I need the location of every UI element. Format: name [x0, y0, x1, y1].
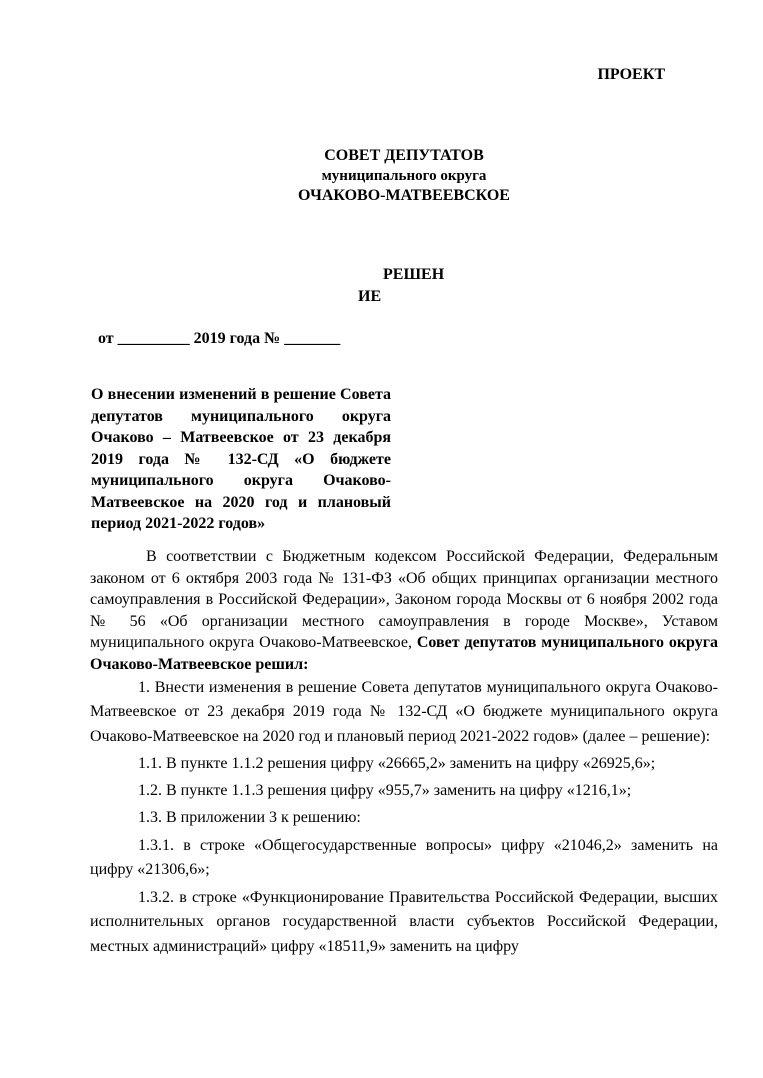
item-1-2: 1.2. В пункте 1.1.3 решения цифру «955,7» заменить на цифру «1216,1»;	[138, 782, 632, 800]
preamble-text: В соответствии с Бюджетным кодексом Российской Федерации, Федеральным законом от 6 октября 2003 года № 131-ФЗ «Об общих принципах организации местного самоуправления в Российской Федерации», Законом города Москвы от 6 ноября 2002 года № 56 «Об организации местного самоуправления в городе Москве», Уставом муниципального округа Очаково-Матвеевское,	[90, 548, 718, 652]
council-name: СОВЕТ ДЕПУТАТОВ	[324, 147, 484, 164]
preamble-paragraph	[90, 546, 718, 676]
preamble-resolution: Совет депутатов муниципального округа Очаково-Матвеевское решил:	[90, 634, 719, 673]
council-subtitle: муниципального округа	[321, 168, 487, 184]
decision-subject: О внесении изменений в решение Совета депутатов муниципального округа Очаково – Матвеевское от 23 декабря 2019 года № 132-СД «О бюджете муниципального округа Очаково-Матвеевское на 2020 год и плановый период 2021-2022 годов»	[91, 386, 391, 532]
district-name: ОЧАКОВО-МАТВЕЕВСКОЕ	[298, 187, 510, 204]
item-1-1: 1.1. В пункте 1.1.2 решения цифру «26665,2» заменить на цифру «26925,6»;	[138, 754, 656, 772]
document-body	[90, 546, 718, 959]
item-1-3-1: 1.3.1. в строке «Общегосударственные вопросы» цифру «21046,2» заменить на цифру «21306,6»;	[90, 836, 718, 879]
item-1: 1. Внести изменения в решение Совета депутатов муниципального округа Очаково-Матвеевское от 23 декабря 2019 года № 132-СД «О бюджете муниципального округа Очаково-Матвеевское на 2020 год и плановый период 2021-2022 годов» (далее – решение):	[90, 678, 718, 745]
decision-title-part1: РЕШЕН	[383, 266, 445, 283]
date-number-line: от _________ 2019 года № _______	[98, 330, 341, 347]
decision-title-part2: ИЕ	[358, 288, 382, 305]
item-1-3: 1.3. В приложении 3 к решению:	[138, 809, 361, 827]
item-1-3-2: 1.3.2. в строке «Функционирование Правительства Российской Федерации, высших исполнительных органов государственной власти субъектов Российской Федерации, местных администраций» цифру «18511,9» заменить на цифру	[90, 888, 718, 955]
draft-label: ПРОЕКТ	[597, 66, 665, 83]
council-heading	[0, 146, 763, 206]
